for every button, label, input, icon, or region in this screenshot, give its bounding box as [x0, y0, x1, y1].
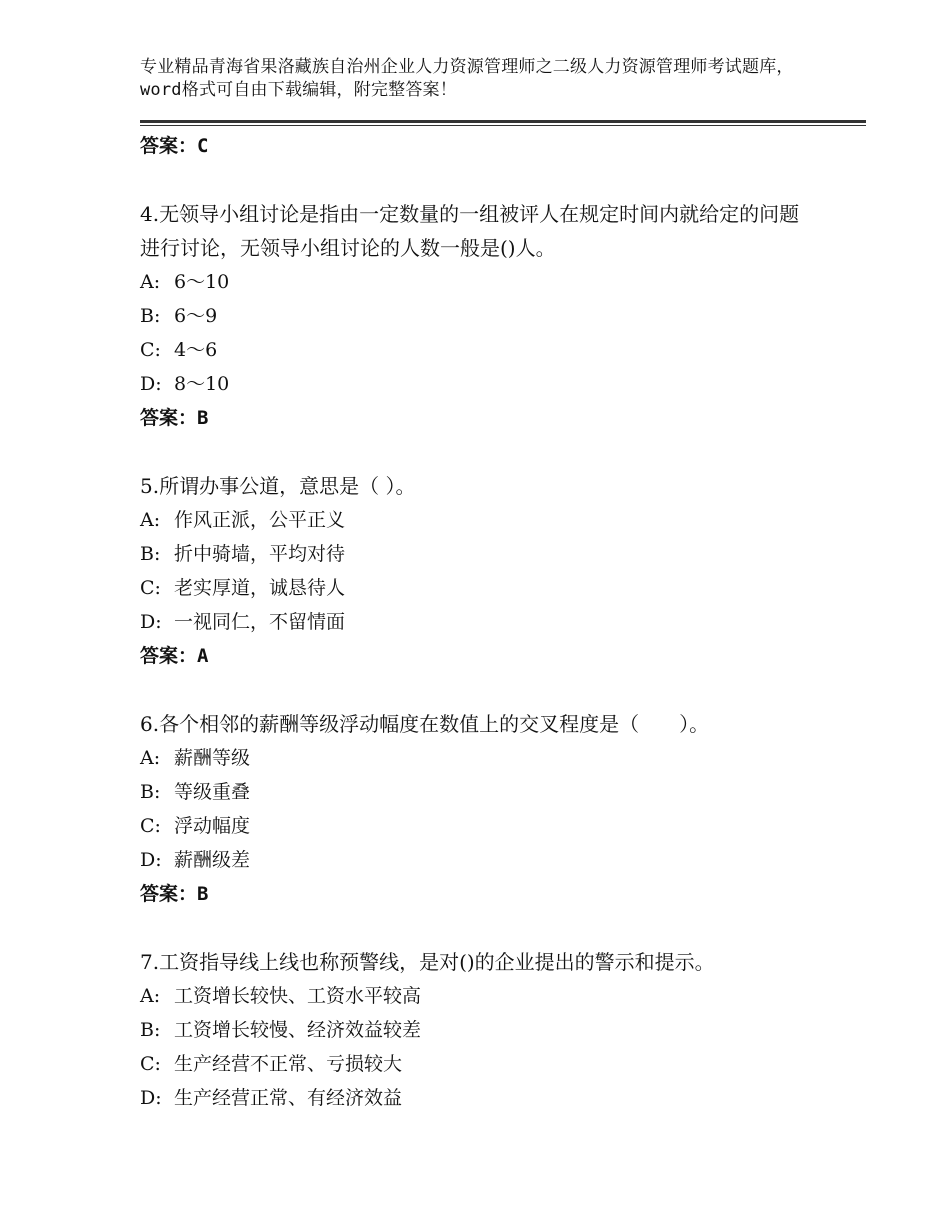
- option-label: C:: [140, 339, 161, 361]
- answer-line: 答案：C: [140, 135, 209, 157]
- option-label: B:: [140, 543, 161, 565]
- option-d: [140, 367, 840, 401]
- option-a: [140, 979, 840, 1013]
- option-label: C:: [140, 1053, 161, 1075]
- question-text: 7.工资指导线上线也称预警线，是对()的企业提出的警示和提示。: [140, 950, 715, 974]
- question-text: 5.所谓办事公道，意思是（ ）。: [140, 474, 416, 498]
- option-b: [140, 537, 840, 571]
- answer-line: 答案：B: [140, 883, 209, 905]
- answer-line: 答案：B: [140, 407, 209, 429]
- question-block: [140, 469, 840, 673]
- option-label: A:: [140, 271, 161, 293]
- option-text: 生产经营不正常、亏损较大: [174, 1053, 403, 1075]
- header-divider-thin: [140, 125, 866, 126]
- question-block: [140, 707, 840, 911]
- option-text: 折中骑墙，平均对待: [174, 543, 346, 565]
- question-block: [140, 945, 840, 1115]
- option-c: [140, 1047, 840, 1081]
- option-text: 工资增长较慢、经济效益较差: [174, 1019, 422, 1041]
- question-block: [140, 197, 840, 435]
- option-text: 8～10: [174, 373, 230, 395]
- option-label: A:: [140, 509, 161, 531]
- option-text: 一视同仁，不留情面: [174, 611, 346, 633]
- option-b: [140, 299, 840, 333]
- option-text: 薪酬等级: [174, 747, 251, 769]
- question-text: 4.无领导小组讨论是指由一定数量的一组被评人在规定时间内就给定的问题进行讨论，无领导小组讨论的人数一般是()人。: [140, 202, 800, 260]
- option-text: 4～6: [174, 339, 218, 361]
- option-c: [140, 809, 840, 843]
- option-label: B:: [140, 305, 161, 327]
- option-text: 生产经营正常、有经济效益: [174, 1087, 403, 1109]
- option-a: [140, 741, 840, 775]
- option-text: 浮动幅度: [174, 815, 251, 837]
- option-text: 老实厚道，诚恳待人: [174, 577, 346, 599]
- option-d: [140, 843, 840, 877]
- option-label: B:: [140, 781, 161, 803]
- option-text: 6～9: [174, 305, 218, 327]
- option-label: A:: [140, 985, 161, 1007]
- option-label: D:: [140, 373, 162, 395]
- option-label: C:: [140, 815, 161, 837]
- document-header-title: 专业精品青海省果洛藏族自治州企业人力资源管理师之二级人力资源管理师考试题库，word格式可自由下载编辑，附完整答案！: [140, 57, 794, 100]
- option-c: [140, 571, 840, 605]
- option-text: 薪酬级差: [174, 849, 251, 871]
- option-a: [140, 503, 840, 537]
- option-label: B:: [140, 1019, 161, 1041]
- option-d: [140, 605, 840, 639]
- option-label: D:: [140, 611, 162, 633]
- answer-line: 答案：A: [140, 645, 209, 667]
- option-c: [140, 333, 840, 367]
- option-text: 作风正派，公平正义: [174, 509, 346, 531]
- question-text: 6.各个相邻的薪酬等级浮动幅度在数值上的交叉程度是（ ）。: [140, 712, 710, 736]
- option-label: D:: [140, 1087, 162, 1109]
- option-b: [140, 775, 840, 809]
- header-divider-thick: [140, 120, 866, 123]
- option-text: 工资增长较快、工资水平较高: [174, 985, 422, 1007]
- option-b: [140, 1013, 840, 1047]
- option-label: D:: [140, 849, 162, 871]
- option-a: [140, 265, 840, 299]
- option-label: C:: [140, 577, 161, 599]
- option-label: A:: [140, 747, 161, 769]
- option-d: [140, 1081, 840, 1115]
- option-text: 等级重叠: [174, 781, 251, 803]
- document-body: [140, 129, 840, 1115]
- option-text: 6～10: [174, 271, 230, 293]
